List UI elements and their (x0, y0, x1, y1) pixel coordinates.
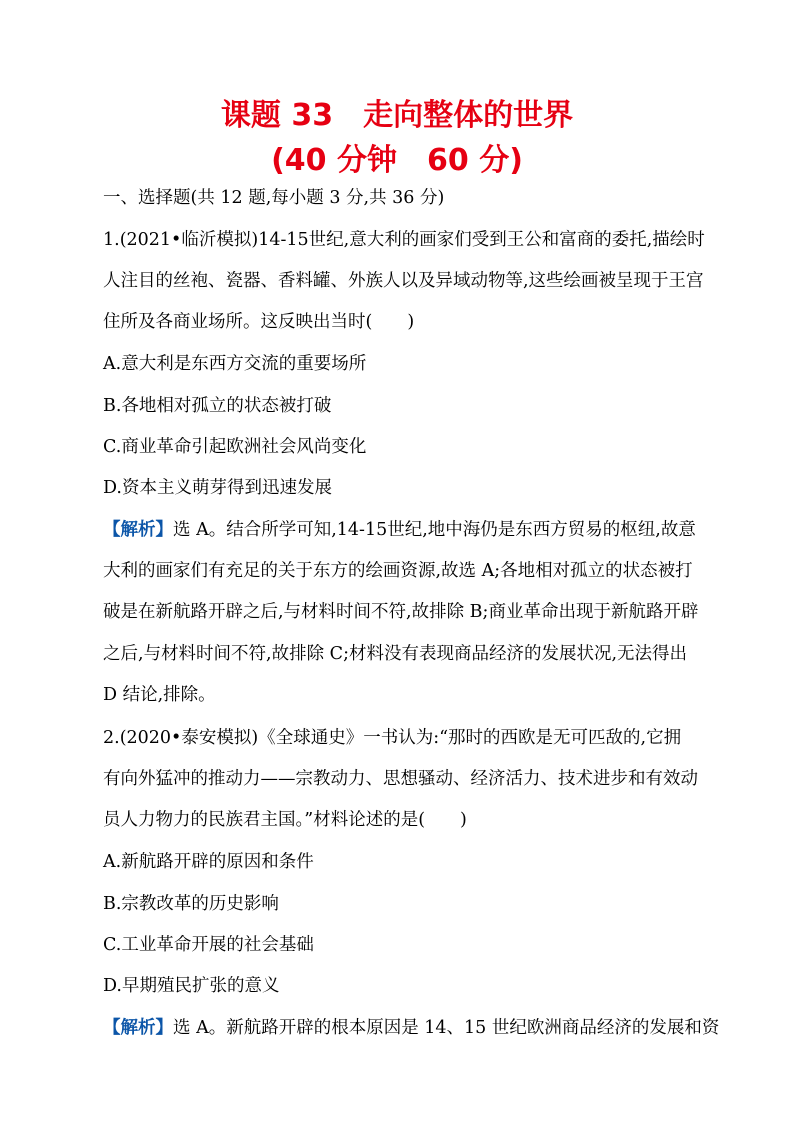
analysis-text: 选 A。新航路开辟的根本原因是 14、15 世纪欧洲商品经济的发展和资 (173, 1018, 720, 1038)
page-title: 课题 33 走向整体的世界 (220, 98, 574, 133)
q1-analysis-line: 大利的画家们有充足的关于东方的绘画资源,故选 A;各地相对孤立的状态被打 (103, 561, 693, 581)
q1-analysis-line: 之后,与材料时间不符,故排除 C;材料没有表现商品经济的发展状况,无法得出 (103, 644, 688, 664)
q2-stem-line: 2.(2020•泰安模拟)《全球通史》一书认为:“那时的西欧是无可匹敌的,它拥 (103, 728, 682, 748)
q1-analysis-line: 破是在新航路开辟之后,与材料时间不符,故排除 B;商业革命出现于新航路开辟 (103, 602, 699, 622)
q2-option-c: C.工业革命开展的社会基础 (103, 935, 314, 955)
page-subtitle: (40 分钟 60 分) (271, 143, 523, 178)
q2-option-a: A.新航路开辟的原因和条件 (103, 852, 314, 872)
analysis-tag: 【解析】 (103, 1018, 173, 1038)
q2-option-b: B.宗教改革的历史影响 (103, 894, 279, 914)
section-heading: 一、选择题(共 12 题,每小题 3 分,共 36 分) (103, 188, 445, 208)
q2-option-d: D.早期殖民扩张的意义 (103, 976, 280, 996)
analysis-tag: 【解析】 (103, 520, 173, 540)
q1-option-c: C.商业革命引起欧洲社会风尚变化 (103, 437, 367, 457)
q1-stem-line: 人注目的丝袍、瓷器、香料罐、外族人以及异域动物等,这些绘画被呈现于王宫 (103, 271, 704, 291)
q1-stem-line: 1.(2021•临沂模拟)14-15世纪,意大利的画家们受到王公和富商的委托,描绘时 (103, 230, 705, 250)
q2-stem-line: 有向外猛冲的推动力——宗教动力、思想骚动、经济活力、技术进步和有效动 (103, 769, 698, 789)
q1-option-b: B.各地相对孤立的状态被打破 (103, 396, 332, 416)
q1-analysis-line (103, 518, 723, 542)
q1-option-d: D.资本主义萌芽得到迅速发展 (103, 478, 332, 498)
q1-stem-line: 住所及各商业场所。这反映出当时( ) (103, 312, 415, 332)
analysis-text: 选 A。结合所学可知,14-15世纪,地中海仍是东西方贸易的枢纽,故意 (173, 520, 696, 540)
q2-analysis-line (103, 1016, 723, 1040)
q1-option-a: A.意大利是东西方交流的重要场所 (103, 354, 367, 374)
q1-analysis-line: D 结论,排除。 (103, 685, 216, 705)
q2-stem-line: 员人力物力的民族君主国。”材料论述的是( ) (103, 810, 467, 830)
